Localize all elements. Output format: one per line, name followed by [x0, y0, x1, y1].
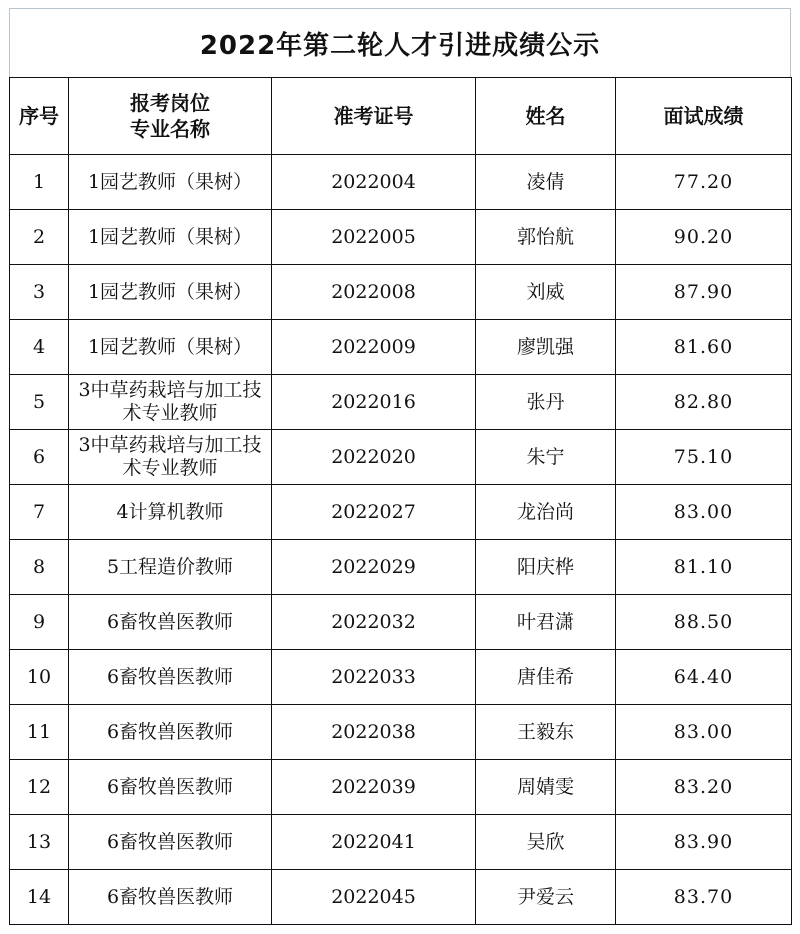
cell-name: 凌倩	[476, 155, 616, 210]
cell-index: 2	[10, 210, 69, 265]
cell-index: 14	[10, 870, 69, 925]
cell-score: 64.40	[616, 650, 792, 705]
table-row	[10, 320, 792, 375]
cell-position: 6畜牧兽医教师	[69, 815, 272, 870]
cell-exam-no: 2022033	[272, 650, 476, 705]
cell-exam-no: 2022045	[272, 870, 476, 925]
cell-position: 6畜牧兽医教师	[69, 760, 272, 815]
cell-position: 6畜牧兽医教师	[69, 870, 272, 925]
cell-score: 83.00	[616, 485, 792, 540]
cell-name: 张丹	[476, 375, 616, 430]
cell-name: 阳庆桦	[476, 540, 616, 595]
results-table	[9, 77, 792, 925]
cell-position: 3中草药栽培与加工技术专业教师	[69, 430, 272, 485]
cell-exam-no: 2022038	[272, 705, 476, 760]
header-exam-no: 准考证号	[272, 78, 476, 155]
cell-index: 12	[10, 760, 69, 815]
results-sheet	[9, 8, 791, 925]
cell-score: 75.10	[616, 430, 792, 485]
table-row	[10, 650, 792, 705]
cell-score: 83.20	[616, 760, 792, 815]
cell-position: 1园艺教师（果树）	[69, 320, 272, 375]
table-row	[10, 540, 792, 595]
cell-index: 7	[10, 485, 69, 540]
table-row	[10, 595, 792, 650]
cell-position: 1园艺教师（果树）	[69, 210, 272, 265]
table-row	[10, 760, 792, 815]
cell-position: 3中草药栽培与加工技术专业教师	[69, 375, 272, 430]
cell-position: 1园艺教师（果树）	[69, 155, 272, 210]
cell-exam-no: 2022020	[272, 430, 476, 485]
cell-exam-no: 2022016	[272, 375, 476, 430]
cell-index: 11	[10, 705, 69, 760]
cell-exam-no: 2022039	[272, 760, 476, 815]
table-row	[10, 375, 792, 430]
cell-position: 1园艺教师（果树）	[69, 265, 272, 320]
cell-exam-no: 2022008	[272, 265, 476, 320]
header-position-line1: 报考岗位	[130, 91, 210, 115]
cell-name: 尹爱云	[476, 870, 616, 925]
cell-name: 周婧雯	[476, 760, 616, 815]
cell-position: 6畜牧兽医教师	[69, 595, 272, 650]
cell-name: 叶君潇	[476, 595, 616, 650]
header-row	[10, 78, 792, 155]
cell-exam-no: 2022041	[272, 815, 476, 870]
cell-index: 3	[10, 265, 69, 320]
table-row	[10, 485, 792, 540]
page-title: 2022年第二轮人才引进成绩公示	[9, 8, 791, 77]
header-position-line2: 专业名称	[130, 117, 210, 141]
cell-score: 81.60	[616, 320, 792, 375]
table-row	[10, 155, 792, 210]
cell-index: 6	[10, 430, 69, 485]
cell-score: 87.90	[616, 265, 792, 320]
cell-position: 4计算机教师	[69, 485, 272, 540]
cell-index: 5	[10, 375, 69, 430]
cell-index: 8	[10, 540, 69, 595]
cell-exam-no: 2022027	[272, 485, 476, 540]
table-row	[10, 210, 792, 265]
cell-position: 6畜牧兽医教师	[69, 705, 272, 760]
cell-index: 10	[10, 650, 69, 705]
cell-index: 1	[10, 155, 69, 210]
table-row	[10, 430, 792, 485]
cell-score: 83.90	[616, 815, 792, 870]
table-row	[10, 265, 792, 320]
cell-name: 龙治尚	[476, 485, 616, 540]
cell-score: 82.80	[616, 375, 792, 430]
header-name: 姓名	[476, 78, 616, 155]
header-index: 序号	[10, 78, 69, 155]
cell-score: 83.00	[616, 705, 792, 760]
cell-index: 9	[10, 595, 69, 650]
header-score: 面试成绩	[616, 78, 792, 155]
cell-exam-no: 2022029	[272, 540, 476, 595]
table-row	[10, 815, 792, 870]
cell-score: 83.70	[616, 870, 792, 925]
cell-name: 郭怡航	[476, 210, 616, 265]
table-row	[10, 705, 792, 760]
cell-name: 廖凯强	[476, 320, 616, 375]
cell-position: 5工程造价教师	[69, 540, 272, 595]
cell-exam-no: 2022032	[272, 595, 476, 650]
cell-name: 王毅东	[476, 705, 616, 760]
cell-score: 88.50	[616, 595, 792, 650]
cell-name: 刘威	[476, 265, 616, 320]
cell-name: 朱宁	[476, 430, 616, 485]
cell-exam-no: 2022009	[272, 320, 476, 375]
table-row	[10, 870, 792, 925]
header-position	[69, 78, 272, 155]
cell-exam-no: 2022005	[272, 210, 476, 265]
cell-name: 吴欣	[476, 815, 616, 870]
cell-name: 唐佳希	[476, 650, 616, 705]
cell-score: 77.20	[616, 155, 792, 210]
cell-index: 13	[10, 815, 69, 870]
cell-exam-no: 2022004	[272, 155, 476, 210]
cell-score: 90.20	[616, 210, 792, 265]
cell-score: 81.10	[616, 540, 792, 595]
cell-index: 4	[10, 320, 69, 375]
cell-position: 6畜牧兽医教师	[69, 650, 272, 705]
